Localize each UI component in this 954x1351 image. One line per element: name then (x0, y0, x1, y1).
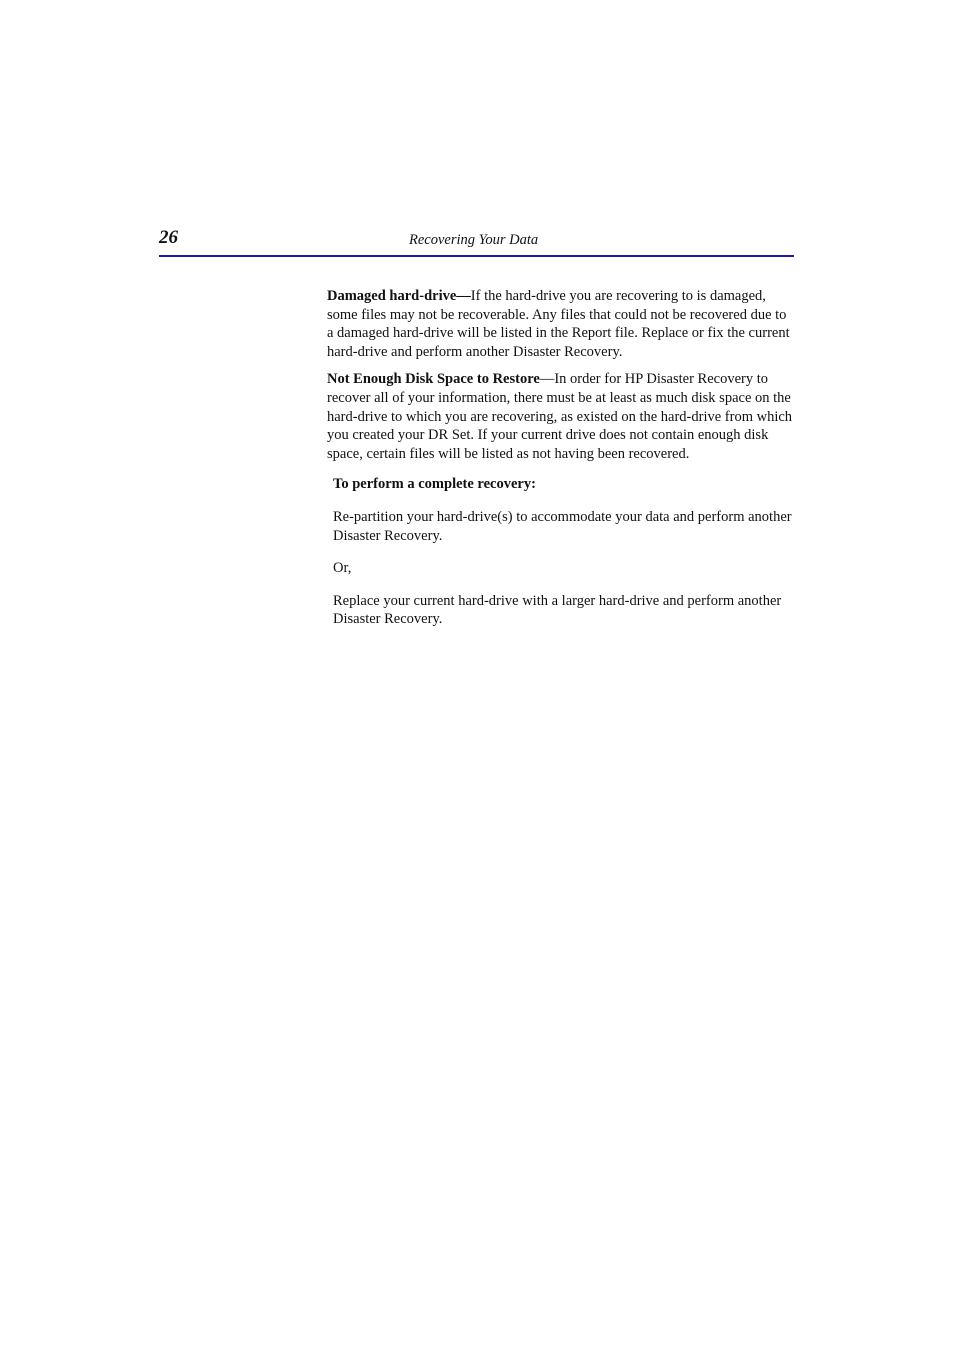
running-head: Recovering Your Data (409, 232, 539, 248)
damaged-hard-drive-paragraph (327, 287, 795, 361)
damaged-hard-drive-term: Damaged hard-drive— (327, 288, 471, 304)
procedure-block (327, 475, 795, 629)
procedure-option-2: Replace your current hard-drive with a larger hard-drive and perform another Disaster Recovery. (333, 592, 782, 628)
header-rule (159, 255, 794, 257)
procedure-heading: To perform a complete recovery: (333, 476, 536, 493)
disk-space-text: —In order for HP Disaster Recovery to recover all of your information, there must be at least as much disk space on the hard-drive to which you are recovering, as existed on the hard-drive from which you created your DR Set. If your current drive does not contain enough disk space, certain files will be listed as not having been recovered. (327, 371, 793, 462)
disk-space-term: Not Enough Disk Space to Restore (327, 371, 540, 388)
damaged-hard-drive-text: If the hard-drive you are recovering to is damaged, some files may not be recoverable. Any files that could not be recovered due to a damaged hard-drive will be listed in the Report file. Replace or fix the current hard-drive and perform another Disaster Recovery. (327, 288, 790, 360)
disk-space-paragraph (327, 370, 795, 463)
page-header (159, 226, 794, 258)
procedure-option-1: Re-partition your hard-drive(s) to accommodate your data and perform another Disaster Recovery. (333, 508, 792, 544)
main-content (327, 287, 795, 643)
procedure-separator: Or, (333, 560, 352, 577)
page-number: 26 (159, 227, 178, 248)
